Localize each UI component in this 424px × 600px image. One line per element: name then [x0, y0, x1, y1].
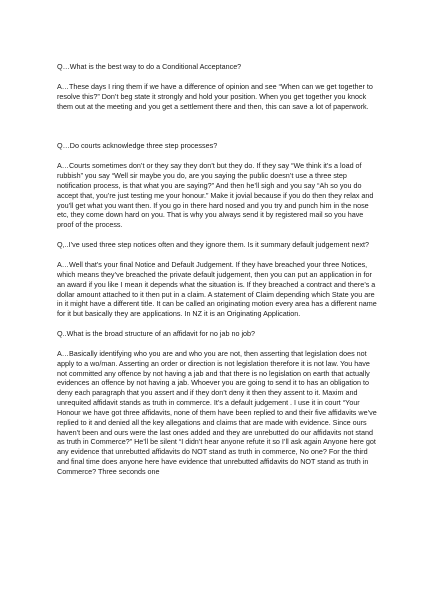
- answer-2: A…Courts sometimes don’t or they say they don’t but they do. If they say “We think it’s a load of rubbish” you say “Well sir maybe you do, are you saying the public doesn’t use a three step notification process, is that what you are saying?” And then he’ll sigh and you say “Ah so you do accept that, you’re just testing me your honour.” Make it jovial because if you do then they relax and you’ll get what you want then. If you go in there hard nosed and you try and punch him in the nose etc, they come down hard on you. That is why you always send it by registered mail so you have proof of the process.: [57, 161, 374, 230]
- question-2: Q…Do courts acknowledge three step processes?: [57, 141, 218, 151]
- document-body: [57, 62, 377, 477]
- answer-3: A…Well that’s your final Notice and Default Judgement. If they have breached your three Notices, which means they’ve breached the private default judgement, then you can put an application in for an award if you like I mean it depends what the situation is. If they breached a contract and there’s a dollar amount attached to it then put in a claim. A statement of Claim depending which State you are in it might have a different title. It can be called an originating motion every area has a different name for it but basically they are applications. In NZ it is an Originating Application.: [57, 259, 377, 319]
- question-4: Q..What is the broad structure of an affidavit for no jab no job?: [57, 329, 256, 339]
- answer-4: A…Basically identifying who you are and who you are not, then asserting that legislation does not apply to a wo/man. Asserting an order or direction is not legislation therefore it is not law. You have not committed any offence by not having a jab and that there is no legislation on earth that actually evidences an offence by not having a jab. Whoever you are going to send it to has an obligation to deny each paragraph that you assert and if they don’t deny it then they assent to it. Maxim and unrequited affidavit stands as truth in commerce. It’s a default judgement . I use it in court “Your Honour we have got three affidavits, none of them have been replied to and their five affidavits we’ve replied to it and denied all the key allegations and claims that are made with evidence. Since ours haven’t been and ours were the last ones added and they are unrebutted do our affidavits not stand as truth in Commerce?” He’ll be silent “I didn’t hear anyone refute it so I’ll ask again Anyone here got any evidence that unrebutted affidavits do NOT stand as truth in commerce, No one? For the third and final time does anyone here have evidence that unrebutted affidavits do NOT stand as truth in Commerce? Three seconds one: [57, 348, 377, 476]
- question-1: Q…What is the best way to do a Conditional Acceptance?: [57, 62, 242, 71]
- question-3: Q,..I’ve used three step notices often and they ignore them. Is it summary default judgement next?: [57, 240, 370, 250]
- answer-1: A…These days I ring them if we have a difference of opinion and see “When can we get together to resolve this?” Don’t beg state it strongly and hold your position. When you get together you knock them out at the meeting and you get a settlement there and then, this can save a lot of paperwork.: [57, 81, 373, 111]
